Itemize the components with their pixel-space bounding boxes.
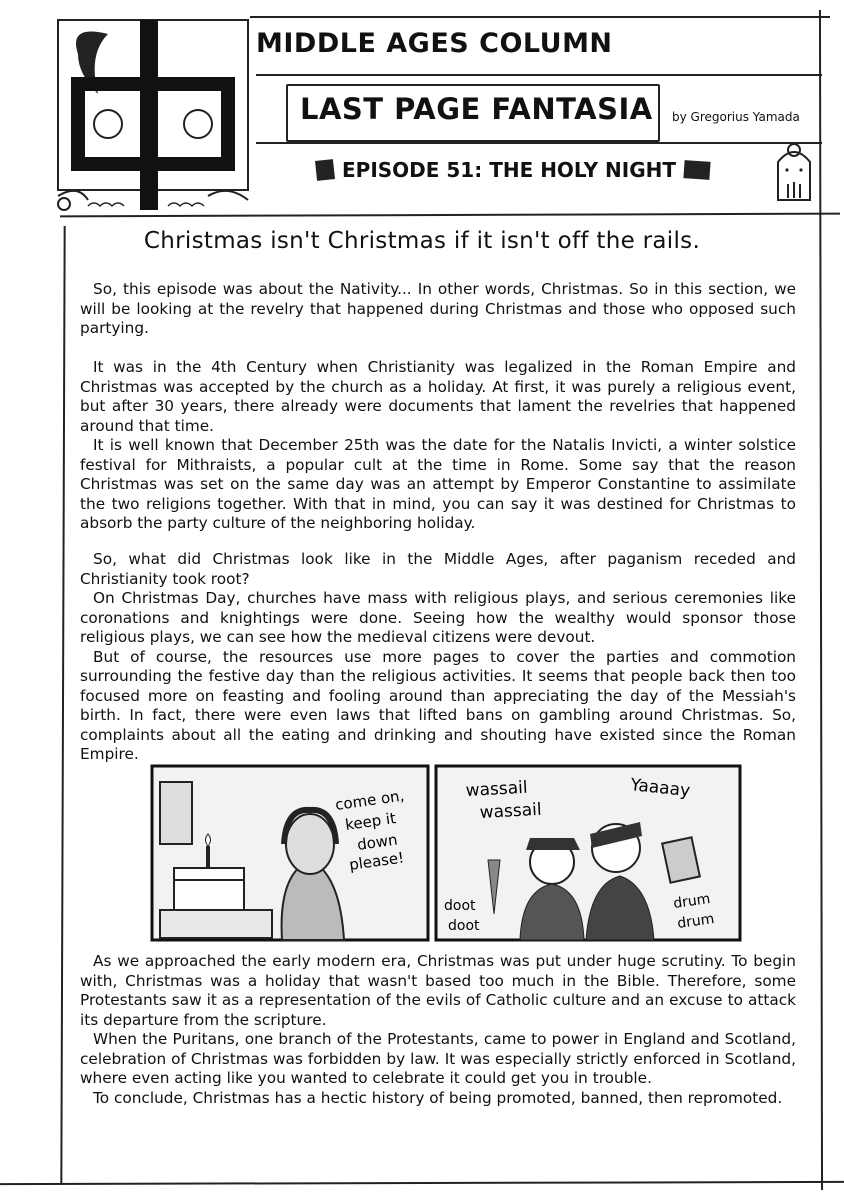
paragraph-1: So, this episode was about the Nativity... In other words, Christmas. So in this section, we will be looking at the revelry that happened during Christmas and those who opposed such partying. bbox=[80, 280, 796, 337]
doot-1: doot bbox=[444, 898, 476, 914]
article-block-3 bbox=[80, 550, 796, 765]
paragraph-5: On Christmas Day, churches have mass with religious plays, and serious ceremonies like coronations and knightings were done. Seeing how the wealthy would sponsor those religious plays, we can see how the medieval citizens were devout. bbox=[80, 589, 796, 646]
episode-title: EPISODE 51: THE HOLY NIGHT bbox=[342, 158, 676, 182]
right-ornament-icon bbox=[683, 160, 710, 180]
yay-text: Yaaaay bbox=[629, 775, 692, 802]
paragraph-7: As we approached the early modern era, Christmas was put under huge scrutiny. To begin with, Christmas was a holiday that wasn't based too much in the Bible. Therefore, some Protestants saw it as a representation of the evils of Catholic culture and an excuse to attack its departure from the scripture. bbox=[80, 952, 796, 1029]
series-title: LAST PAGE FANTASIA bbox=[300, 92, 653, 126]
wassail-2: wassail bbox=[479, 799, 543, 823]
paragraph-2: It was in the 4th Century when Christianity was legalized in the Roman Empire and Christmas was accepted by the church as a holiday. At first, it was purely a religious event, but after 30 years, there already were documents that lament the revelries that happened around that time. bbox=[80, 358, 796, 435]
paragraph-8: When the Puritans, one branch of the Protestants, came to power in England and Scotland, celebration of Christmas was forbidden by law. It was especially strictly enforced in Scotland, where even acting like you wanted to celebrate it could get you in trouble. bbox=[80, 1030, 796, 1087]
article-block-4 bbox=[80, 952, 796, 1108]
illuminated-letter-logo bbox=[48, 14, 258, 214]
bubble-line-1: come on, bbox=[334, 786, 406, 814]
frame-rule-sub bbox=[256, 142, 822, 144]
doot-2: doot bbox=[448, 918, 480, 934]
bubble-line-3: down bbox=[356, 830, 399, 854]
drum-2: drum bbox=[676, 910, 716, 932]
frame-rule-title bbox=[256, 74, 822, 76]
column-title: MIDDLE AGES COLUMN bbox=[256, 28, 613, 59]
frame-left bbox=[60, 226, 65, 1184]
frame-bottom bbox=[0, 1181, 844, 1185]
frame-top bbox=[250, 16, 830, 18]
bubble-line-4: please! bbox=[348, 848, 406, 874]
mascot-icon bbox=[772, 140, 816, 202]
headline: Christmas isn't Christmas if it isn't off the rails. bbox=[143, 228, 701, 254]
byline: by Gregorius Yamada bbox=[672, 110, 800, 124]
paragraph-9: To conclude, Christmas has a hectic history of being promoted, banned, then repromoted. bbox=[93, 1088, 783, 1107]
frame-right bbox=[819, 10, 823, 1190]
bubble-line-2: keep it bbox=[344, 809, 398, 834]
article-block-2 bbox=[80, 358, 796, 534]
paragraph-6: But of course, the resources use more pages to cover the parties and commotion surrounding the festive day than the religious activities. It seems that people back then too focused more on feasting and fooling around than appreciating the day of the Messiah's birth. In fact, there were even laws that lifted bans on gambling around Christmas. So, complaints about all the eating and drinking and shouting have existed since the Roman Empire. bbox=[80, 647, 796, 763]
paragraph-4: So, what did Christmas look like in the Middle Ages, after paganism receded and Christianity took root? bbox=[80, 550, 796, 588]
left-ornament-icon bbox=[315, 159, 335, 181]
drum-1: drum bbox=[672, 890, 712, 912]
episode-heading bbox=[316, 158, 710, 182]
comic-illustration bbox=[150, 764, 742, 944]
article-block-1 bbox=[80, 280, 796, 339]
wassail-1: wassail bbox=[465, 777, 529, 801]
paragraph-3: It is well known that December 25th was the date for the Natalis Invicti, a winter solstice festival for Mithraists, a popular cult at the time in Rome. Some say that the reason Christmas was set on the same day was an attempt by Emperor Constantine to assimilate the two religions together. With that in mind, you can say it was destined for Christmas to absorb the party culture of the neighboring holiday. bbox=[80, 436, 796, 532]
